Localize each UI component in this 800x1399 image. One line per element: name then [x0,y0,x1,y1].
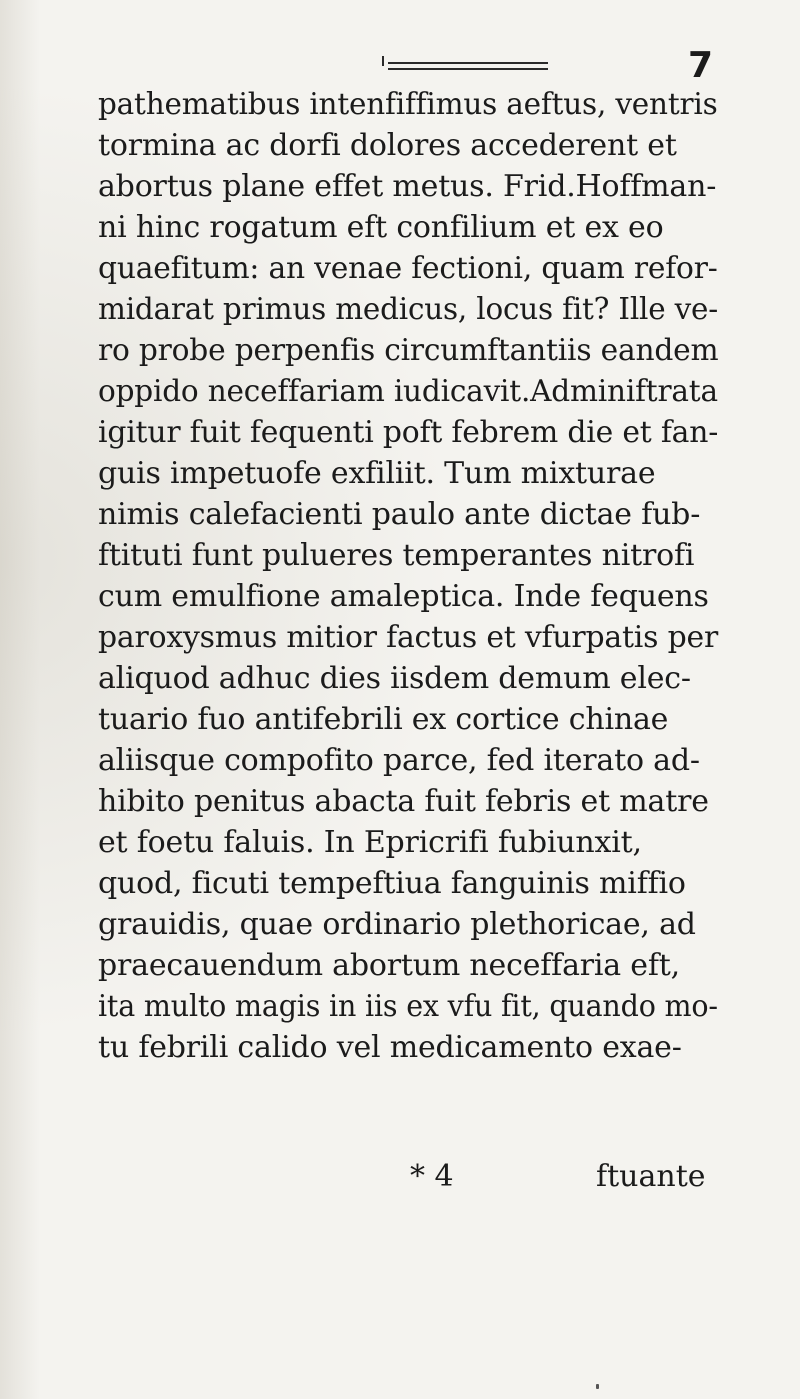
text-line: pathematibus intenfiffimus aeftus, ventris [98,87,718,122]
text-line: cum emulfione amaleptica. Inde fequens [98,579,709,614]
text-line: ro probe perpenfis circumftantiis eandem [98,333,719,368]
text-line: praecauendum abortum neceffaria eft, [98,948,680,983]
text-line: aliquod adhuc dies iisdem demum elec- [98,661,691,696]
text-line: quod, ficuti tempeftiua fanguinis miffio [98,866,686,901]
text-line: et foetu faluis. In Epricrifi fubiunxit, [98,825,642,860]
text-line: oppido neceffariam iudicavit.Adminiftrata [98,374,718,409]
header-ornament-tick [382,56,384,66]
paper-speck [596,1384,599,1389]
text-line: nimis calefacienti paulo ante dictae fub- [98,497,701,532]
text-line: tormina ac dorfi dolores accederent et [98,128,677,163]
text-line: igitur fuit fequenti poft febrem die et fan- [98,415,719,450]
text-line: ni hinc rogatum eft confilium et ex eo [98,210,664,245]
text-line: aliisque compofito parce, fed iterato ad- [98,743,700,778]
text-line: hibito penitus abacta fuit febris et matre [98,784,709,819]
header-ornament-rule [388,62,548,70]
text-line: midarat primus medicus, locus fit? Ille ve- [98,292,719,327]
page-footer [0,1156,800,1197]
page-number: 7 [688,45,714,86]
body-text [98,84,718,1068]
text-line: guis impetuofe exfiliit. Tum mixturae [98,456,656,491]
text-line: quaefitum: an venae fectioni, quam refor- [98,251,718,286]
text-line: grauidis, quae ordinario plethoricae, ad [98,907,696,942]
text-line: tuario fuo antifebrili ex cortice chinae [98,702,669,737]
text-line: paroxysmus mitior factus et vfurpatis per [98,620,719,655]
text-line: ftituti funt pulueres temperantes nitrofi [98,538,695,573]
text-line: abortus plane effet metus. Frid.Hoffman- [98,169,717,204]
text-line: ita multo magis in iis ex vfu fit, quando mo- [98,989,718,1024]
text-line: tu febrili calido vel medicamento exae- [98,1030,682,1065]
signature-mark: * 4 [410,1159,454,1194]
catchword: ftuante [596,1159,706,1194]
